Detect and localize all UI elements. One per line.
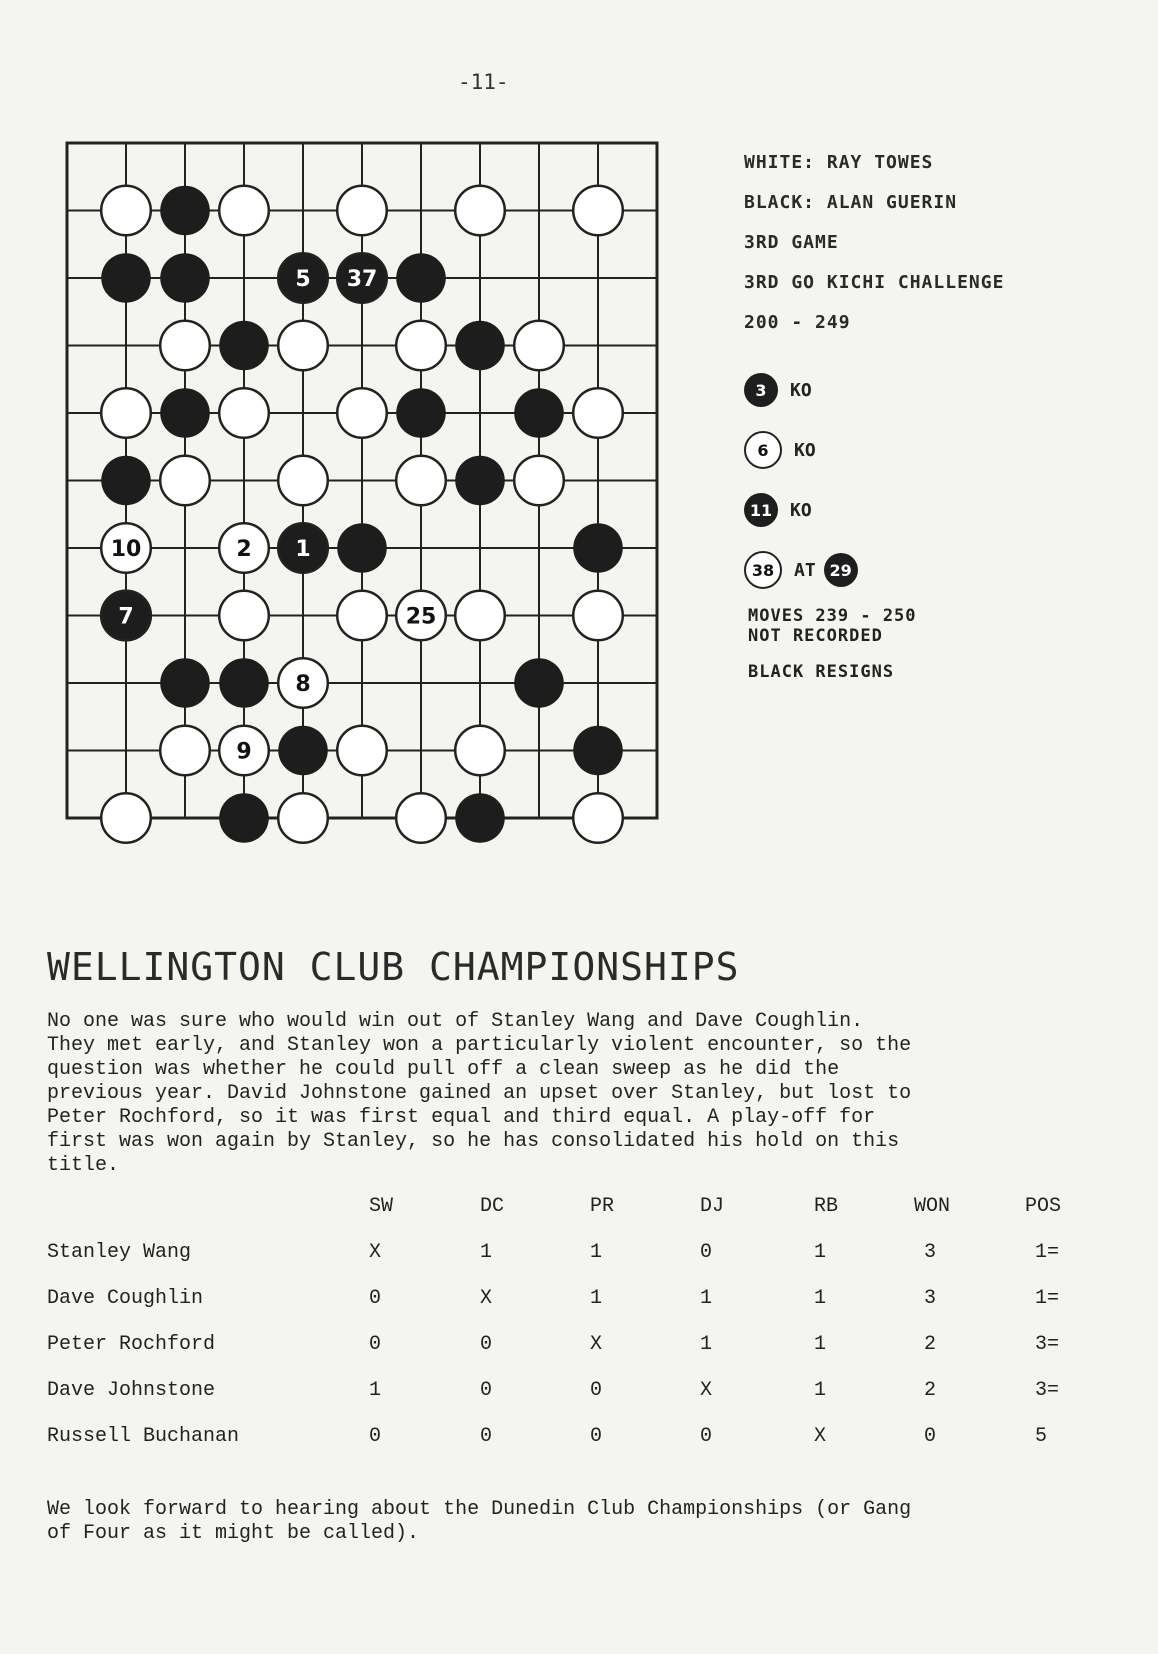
black-player: BLACK: ALAN GUERIN (744, 192, 958, 213)
black-stone (573, 523, 623, 573)
black-stone (337, 523, 387, 573)
table-row (47, 1287, 1127, 1333)
table-row (47, 1379, 1127, 1425)
table-cell: 1 (590, 1241, 603, 1264)
move-number: 7 (118, 604, 134, 630)
white-stone (278, 321, 328, 371)
white-stone (396, 793, 446, 843)
table-cell: 1 (814, 1379, 827, 1402)
move-number: 8 (295, 672, 311, 697)
table-cell: 1 (700, 1287, 713, 1310)
table-cell: 1 (814, 1333, 827, 1356)
black-stone (573, 726, 623, 776)
table-cell: 1 (700, 1333, 713, 1356)
table-cell: X (700, 1379, 713, 1402)
table-cell: X (369, 1241, 382, 1264)
black-stone (160, 388, 210, 438)
white-stone (514, 456, 564, 506)
table-cell: 1 (590, 1287, 603, 1310)
black-stone (455, 456, 505, 506)
move-number: 37 (346, 267, 378, 292)
white-stone (337, 726, 387, 776)
closing-paragraph: We look forward to hearing about the Dunedin Club Championships (or Gang of Four as it might be called). (47, 1498, 912, 1545)
table-cell: 3 (924, 1287, 937, 1310)
table-cell: 0 (700, 1425, 713, 1448)
white-player: WHITE: RAY TOWES (744, 152, 934, 173)
table-cell: 1 (369, 1379, 382, 1402)
white-stone (219, 388, 269, 438)
white-stone (337, 591, 387, 641)
table-cell: 3 (924, 1241, 937, 1264)
table-cell: 0 (924, 1425, 937, 1448)
white-stone (455, 591, 505, 641)
table-cell: X (480, 1287, 493, 1310)
move-number: 1 (295, 537, 311, 562)
black-stone (455, 793, 505, 843)
black-stone (219, 321, 269, 371)
move-number: 10 (110, 537, 142, 562)
white-stone (514, 321, 564, 371)
move-number: 5 (295, 267, 311, 292)
table-cell: 1 (814, 1287, 827, 1310)
ko-note (744, 360, 1104, 420)
white-stone (160, 321, 210, 371)
ko-note (744, 480, 1104, 540)
player-name: Dave Coughlin (47, 1287, 204, 1310)
black-stone (514, 388, 564, 438)
table-cell: 0 (480, 1379, 493, 1402)
table-row (47, 1333, 1127, 1379)
header-cell: SW (369, 1195, 394, 1218)
moves-note-line: MOVES 239 - 250 (748, 606, 917, 626)
white-stone (101, 793, 151, 843)
white-stone (160, 456, 210, 506)
results-table (47, 1195, 1127, 1471)
black-stone (219, 658, 269, 708)
black-stone (101, 456, 151, 506)
moves-not-recorded (748, 606, 917, 646)
table-cell: 5 (1035, 1425, 1048, 1448)
white-stone (278, 793, 328, 843)
table-cell: 3= (1035, 1333, 1060, 1356)
player-name: Russell Buchanan (47, 1425, 240, 1448)
go-board-diagram (55, 125, 715, 880)
game-result: BLACK RESIGNS (748, 662, 895, 682)
table-cell: 0 (369, 1287, 382, 1310)
moves-range: 200 - 249 (744, 312, 851, 333)
ko-label: KO (790, 379, 812, 401)
white-stone (337, 388, 387, 438)
player-name: Stanley Wang (47, 1241, 192, 1264)
white-stone (573, 186, 623, 236)
table-cell: 1= (1035, 1241, 1060, 1264)
black-stone-icon: 29 (824, 553, 858, 587)
header-cell: DC (480, 1195, 505, 1218)
moves-note-line: NOT RECORDED (748, 626, 883, 646)
ko-label: KO (790, 499, 812, 521)
table-header-row (47, 1195, 1127, 1241)
player-name: Peter Rochford (47, 1333, 216, 1356)
table-cell: 0 (700, 1241, 713, 1264)
table-cell: 1 (480, 1241, 493, 1264)
white-stone (396, 321, 446, 371)
white-stone (278, 456, 328, 506)
page-number: -11- (458, 70, 509, 94)
ko-label: KO (794, 439, 816, 461)
black-stone (396, 388, 446, 438)
black-stone-icon: 3 (744, 373, 778, 407)
white-stone (160, 726, 210, 776)
ko-note (744, 420, 1104, 480)
header-cell: PR (590, 1195, 615, 1218)
white-stone-icon: 6 (744, 431, 782, 469)
move-number: 2 (236, 537, 252, 562)
table-cell: 0 (369, 1425, 382, 1448)
white-stone (455, 726, 505, 776)
white-stone (219, 186, 269, 236)
white-stone (573, 793, 623, 843)
at-label: AT (794, 559, 816, 581)
black-stone (278, 726, 328, 776)
table-cell: 0 (590, 1379, 603, 1402)
table-cell: 0 (480, 1425, 493, 1448)
player-name: Dave Johnstone (47, 1379, 216, 1402)
ko-notes (744, 360, 1104, 600)
black-stone (101, 253, 151, 303)
white-stone (101, 388, 151, 438)
black-stone (396, 253, 446, 303)
game-number: 3RD GAME (744, 232, 839, 253)
table-row (47, 1425, 1127, 1471)
table-cell: X (814, 1425, 827, 1448)
white-stone (101, 186, 151, 236)
go-board-svg (55, 125, 715, 880)
table-cell: 3= (1035, 1379, 1060, 1402)
table-cell: 0 (369, 1333, 382, 1356)
black-stone (160, 253, 210, 303)
black-stone-icon: 11 (744, 493, 778, 527)
event-name: 3RD GO KICHI CHALLENGE (744, 272, 1005, 293)
table-cell: 0 (480, 1333, 493, 1356)
black-stone (455, 321, 505, 371)
table-cell: 1= (1035, 1287, 1060, 1310)
black-stone (219, 793, 269, 843)
white-stone (396, 456, 446, 506)
black-stone (160, 658, 210, 708)
white-stone (573, 388, 623, 438)
black-stone (160, 186, 210, 236)
white-stone-icon: 38 (744, 551, 782, 589)
move-number: 9 (236, 739, 252, 765)
white-stone (337, 186, 387, 236)
header-cell: WON (914, 1195, 951, 1218)
table-cell: X (590, 1333, 603, 1356)
at-note (744, 540, 1104, 600)
white-stone (219, 591, 269, 641)
table-cell: 1 (814, 1241, 827, 1264)
black-stone (514, 658, 564, 708)
game-info (744, 152, 1104, 352)
header-cell: DJ (700, 1195, 725, 1218)
table-cell: 0 (590, 1425, 603, 1448)
article-paragraph: No one was sure who would win out of Stanley Wang and Dave Coughlin. They met early, and Stanley won a particularly violent encounter, so the question was whether he could pull off a clean sweep as he did the previous year. David Johnstone gained an upset over Stanley, but lost to Peter Rochford, so it was first equal and third equal. A play-off for first was won again by Stanley, so he has consolidated his hold on this title. (47, 1010, 912, 1177)
table-cell: 2 (924, 1379, 937, 1402)
table-row (47, 1241, 1127, 1287)
white-stone (573, 591, 623, 641)
header-cell: POS (1025, 1195, 1062, 1218)
header-cell: RB (814, 1195, 839, 1218)
table-cell: 2 (924, 1333, 937, 1356)
white-stone (455, 186, 505, 236)
move-number: 25 (405, 604, 437, 630)
article-heading: WELLINGTON CLUB CHAMPIONSHIPS (47, 945, 740, 989)
